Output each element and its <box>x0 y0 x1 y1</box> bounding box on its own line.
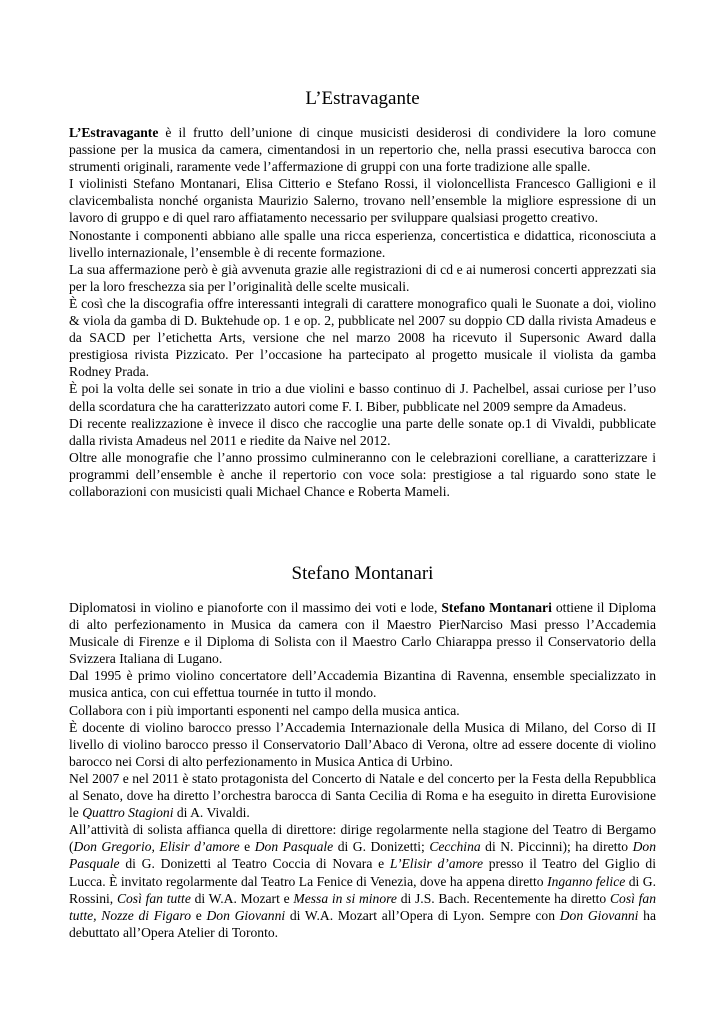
paragraph: È docente di violino barocco presso l’Accademia Internazionale della Musica di Milano, del Corso di II livello di violino barocco presso il Conservatorio Dall’Abaco di Verona, oltre ad essere docente di violino barocco nei Corsi di alto perfezionamento in Musica Antica di Urbino. <box>69 719 656 769</box>
section-title-montanari: Stefano Montanari <box>291 563 434 584</box>
paragraph: Oltre alle monografie che l’anno prossimo culmineranno con le celebrazioni corelliane, a caratterizzare i programmi dell’ensemble è anche il repertorio con voce sola: prestigiose a tal riguardo sono state le collaborazioni con musicisti quali Michael Chance e Roberta Mameli. <box>69 449 656 499</box>
section-montanari <box>69 599 656 941</box>
italic-title: Cecchina <box>429 839 481 855</box>
paragraph: All’attività di solista affianca quella di direttore: dirige regolarmente nella stagione del Teatro di Bergamo (Don Gregorio, Elisir d’amore e Don Pasquale di G. Donizetti; Cecchina di N. Piccinni); ha diretto Don Pasquale di G. Donizetti al Teatro Coccia di Novara e L’Elisir d’amore presso il Teatro del Giglio di Lucca. È invitato regolarmente dal Teatro La Fenice di Venezia, dove ha appena diretto Inganno felice di G. Rossini, Così fan tutte di W.A. Mozart e Messa in si minore di J.S. Bach. Recentemente ha diretto Così fan tutte, Nozze di Figaro e Don Giovanni di W.A. Mozart all’Opera di Lyon. Sempre con Don Giovanni ha debuttato all’Opera Atelier di Toronto. <box>69 822 657 940</box>
italic-title: Messa in si minore <box>293 890 397 906</box>
section-title-estravagante: L’Estravagante <box>305 88 420 109</box>
section-estravagante <box>69 124 656 500</box>
bold-text: L’Estravagante <box>69 125 159 140</box>
bold-text: Stefano Montanari <box>441 600 552 615</box>
paragraph: I violinisti Stefano Montanari, Elisa Citterio e Stefano Rossi, il violoncellista Francesco Galligioni e il clavicembalista nonché organista Maurizio Salerno, trovano nell’ensemble la migliore espressione di un lavoro di gruppo e di quel raro affiatamento necessario per sviluppare qualsiasi progetto creativo. <box>69 176 656 226</box>
paragraph: Collabora con i più importanti esponenti nel campo della musica antica. <box>69 702 460 718</box>
italic-title: Inganno felice <box>547 873 626 889</box>
paragraph: La sua affermazione però è già avvenuta grazie alle registrazioni di cd e ai numerosi concerti apprezzati sia per la loro freschezza sia per l’originalità delle scelte musicali. <box>69 261 656 294</box>
paragraph: L’Estravagante è il frutto dell’unione di cinque musicisti desiderosi di condividere la loro comune passione per la musica da camera, cimentandosi in un repertorio che, nella prassi esecutiva barocca con strumenti originali, raramente vede l’affermazione di gruppi con una forte tradizione alle spalle. <box>69 125 656 175</box>
paragraph: È poi la volta delle sei sonate in trio a due violini e basso continuo di J. Pachelbel, assai curiose per l’uso della scordatura che ha caratterizzato autori come F. I. Biber, pubblicate nel 2009 sempre da Amadeus. <box>69 381 656 414</box>
paragraph: Dal 1995 è primo violino concertatore dell’Accademia Bizantina di Ravenna, ensemble specializzato in musica antica, con cui effettua tournée in tutto il mondo. <box>69 668 656 701</box>
paragraph: Diplomatosi in violino e pianoforte con il massimo dei voti e lode, Stefano Montanari ottiene il Diploma di alto perfezionamento in Musica da camera con il Maestro PierNarciso Masi presso l’Accademia Musicale di Firenze e il Diploma di Solista con il Maestro Carlo Chiarappa presso il Conservatorio della Svizzera Italiana di Lugano. <box>69 600 657 667</box>
paragraph: Di recente realizzazione è invece il disco che raccoglie una parte delle sonate op.1 di Vivaldi, pubblicate dalla rivista Amadeus nel 2011 e riedite da Naive nel 2012. <box>69 415 656 448</box>
paragraph: È così che la discografia offre interessanti integrali di carattere monografico quali le Suonate a doi, violino & viola da gamba di D. Buktehude op. 1 e op. 2, pubblicate nel 2007 su doppio CD dalla rivista Amadeus e da SACD per l’etichetta Arts, versione che nel marzo 2008 ha ricevuto il Supersonic Award dalla prestigiosa rivista Pizzicato. Per l’occasione ha partecipato al progetto musicale il violista da gamba Rodney Prada. <box>69 295 656 380</box>
italic-title: Così fan tutte, Nozze di Figaro <box>69 890 657 923</box>
paragraph: Nel 2007 e nel 2011 è stato protagonista del Concerto di Natale e del concerto per la Festa della Repubblica al Senato, dove ha diretto l’orchestra barocca di Santa Cecilia di Roma e ha eseguito in diretta Eurovisione le Quattro Stagioni di A. Vivaldi. <box>69 770 656 821</box>
italic-title: Don Gregorio, Elisir d’amore <box>73 839 240 855</box>
italic-title: Don Pasquale <box>69 839 656 872</box>
italic-title: Don Giovanni <box>206 907 286 923</box>
italic-title: Così fan tutte <box>116 890 191 906</box>
italic-title: Quattro Stagioni <box>82 805 174 821</box>
italic-title: L’Elisir d’amore <box>389 856 484 872</box>
paragraph: Nonostante i componenti abbiano alle spalle una ricca esperienza, concertistica e didattica, riconosciuta a livello internazionale, l’ensemble è di recente formazione. <box>69 227 656 260</box>
italic-title: Don Giovanni <box>559 907 639 923</box>
italic-title: Don Pasquale <box>254 839 334 855</box>
